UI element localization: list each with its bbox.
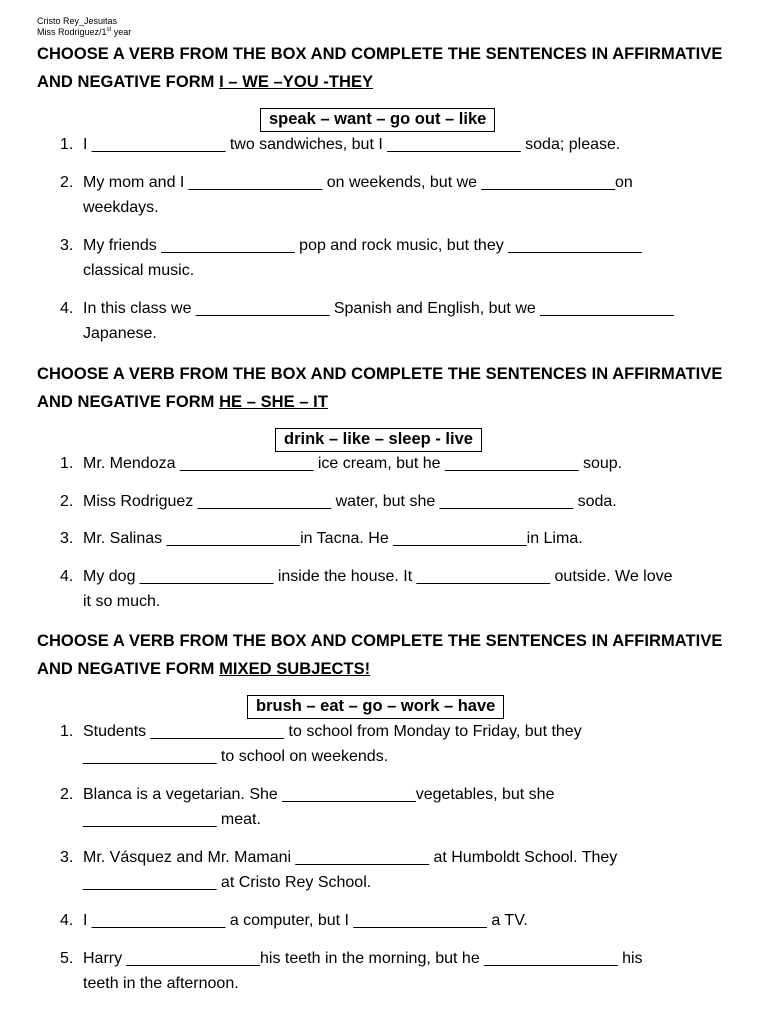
verb-box-1: speak – want – go out – like [260,108,495,132]
year-label: year [111,27,132,37]
item-line-1: I _______________ a computer, but I _______________ a TV. [83,912,528,929]
item-line-1: My mom and I _______________ on weekends, but we _______________on [83,174,633,191]
item-text [83,489,743,514]
verb-box-2: drink – like – sleep - live [275,428,482,452]
item-line-1: In this class we _______________ Spanish and English, but we _______________ [83,300,674,317]
ordinal-suffix: st [106,27,112,33]
item-text [83,845,743,895]
item-line-2: classical music. [83,262,195,279]
item-line-2: _______________ to school on weekends. [83,748,389,765]
title-prefix: AND NEGATIVE FORM [37,393,220,411]
item-number: 4. [60,300,74,317]
item-number: 2. [60,493,74,510]
item-line-2: teeth in the afternoon. [83,975,239,992]
title-subjects: I – WE –YOU -THEY [219,73,374,91]
item-number: 2. [60,786,74,803]
item-line-1: Blanca is a vegetarian. She _______________vegetables, but she [83,786,555,803]
item-number: 3. [60,530,74,547]
item-line-1: Mr. Vásquez and Mr. Mamani _______________ at Humboldt School. They [83,849,618,866]
item-text [83,233,743,283]
item-text [83,564,743,614]
teacher-name: Miss Rodriguez/1 [37,27,107,37]
item-line-2: _______________ at Cristo Rey School. [83,874,372,891]
title-line-2 [37,68,757,96]
title-line-1: CHOOSE A VERB FROM THE BOX AND COMPLETE THE SENTENCES IN AFFIRMATIVE [37,365,723,383]
title-subjects: MIXED SUBJECTS! [219,660,371,678]
section-3-title [37,627,757,683]
item-number: 5. [60,950,74,967]
item-number: 4. [60,568,74,585]
item-line-1: Mr. Salinas _______________in Tacna. He _______________in Lima. [83,530,583,547]
item-text [83,782,743,832]
title-line-2 [37,655,757,683]
title-prefix: AND NEGATIVE FORM [37,660,220,678]
item-text [83,451,743,476]
item-line-2: it so much. [83,593,161,610]
item-text [83,908,743,933]
item-line-1: Harry _______________his teeth in the morning, but he _______________ his [83,950,643,967]
item-line-1: My friends _______________ pop and rock music, but they _______________ [83,237,642,254]
item-line-2: weekdays. [83,199,159,216]
verb-box-3: brush – eat – go – work – have [247,695,504,719]
title-subjects: HE – SHE – IT [219,393,328,411]
item-line-1: I _______________ two sandwiches, but I _______________ soda; please. [83,136,621,153]
title-prefix: AND NEGATIVE FORM [37,73,220,91]
item-text [83,719,743,769]
item-line-2: Japanese. [83,325,157,342]
item-number: 4. [60,912,74,929]
title-line-1: CHOOSE A VERB FROM THE BOX AND COMPLETE THE SENTENCES IN AFFIRMATIVE [37,45,723,63]
item-text [83,170,743,220]
item-line-1: Students _______________ to school from Monday to Friday, but they [83,723,582,740]
item-line-2: _______________ meat. [83,811,261,828]
section-1-title [37,40,757,96]
title-line-2 [37,388,757,416]
teacher-line [37,27,131,38]
school-name: Cristo Rey_Jesuitas [37,16,118,26]
item-text [83,526,743,551]
item-line-1: Mr. Mendoza _______________ ice cream, but he _______________ soup. [83,455,623,472]
item-line-1: Miss Rodriguez _______________ water, but she _______________ soda. [83,493,617,510]
item-number: 3. [60,237,74,254]
item-number: 3. [60,849,74,866]
worksheet-header [37,16,131,38]
title-line-1: CHOOSE A VERB FROM THE BOX AND COMPLETE THE SENTENCES IN AFFIRMATIVE [37,632,723,650]
item-text [83,132,743,157]
item-number: 1. [60,723,74,740]
item-number: 1. [60,136,74,153]
section-2-title [37,360,757,416]
item-text [83,946,743,996]
item-number: 1. [60,455,74,472]
item-number: 2. [60,174,74,191]
item-text [83,296,743,346]
item-line-1: My dog _______________ inside the house. It _______________ outside. We love [83,568,673,585]
